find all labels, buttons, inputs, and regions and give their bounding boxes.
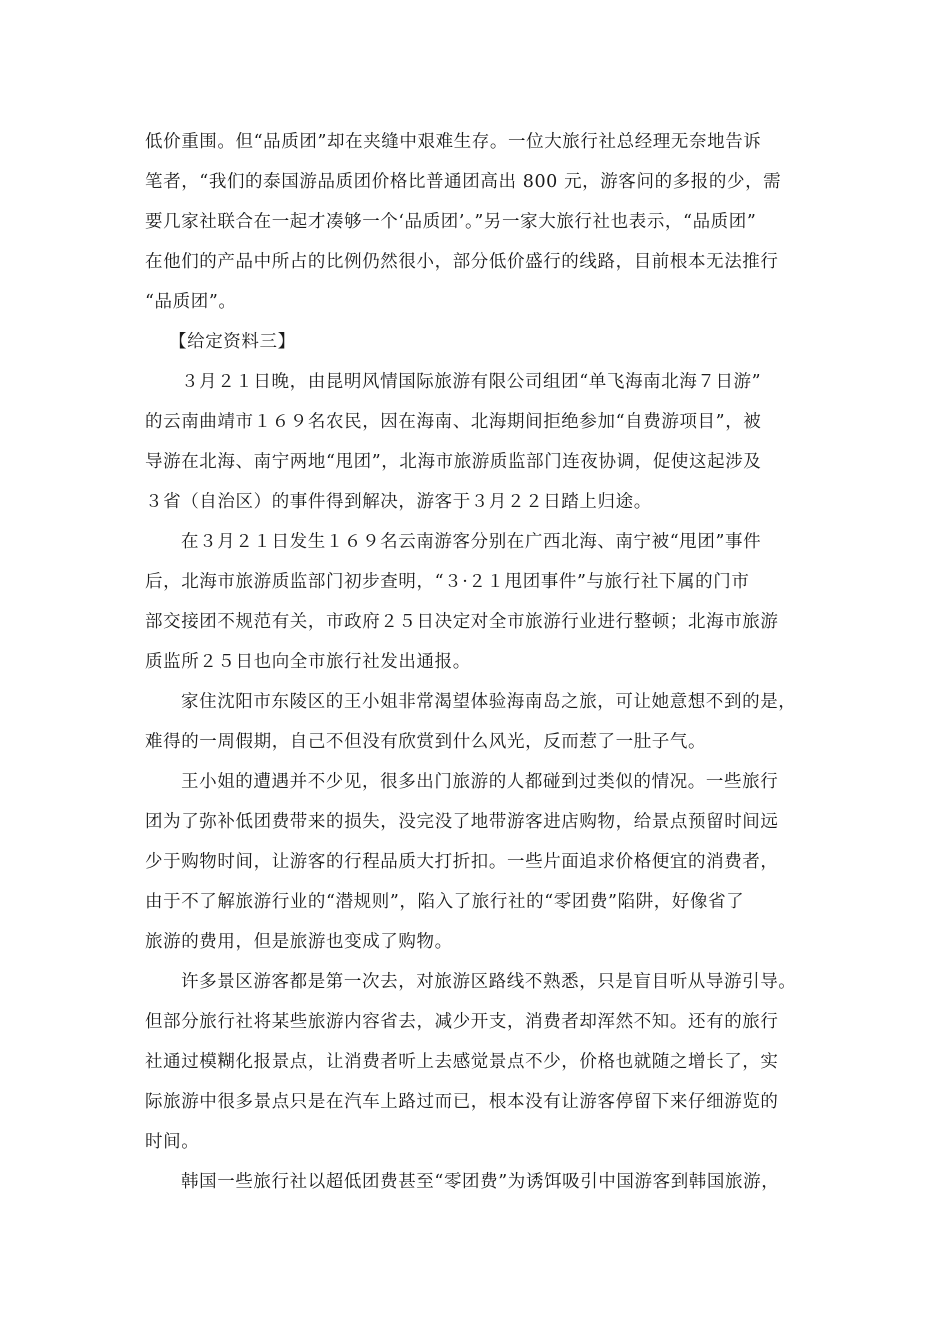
text-line: ３省（自治区）的事件得到解决，游客于３月２２日踏上归途。 — [145, 492, 652, 512]
text-line: ３月２１日晚，由昆明风情国际旅游有限公司组团“单飞海南北海７日游” — [181, 372, 762, 392]
paragraph-miss-wang — [145, 682, 817, 762]
text-line: 韩国一些旅行社以超低团费甚至“零团费”为诱饵吸引中国游客到韩国旅游， — [181, 1172, 780, 1192]
text-line: 家住沈阳市东陵区的王小姐非常渴望体验海南岛之旅，可让她意想不到的是， — [181, 692, 797, 712]
text-line: 的云南曲靖市１６９名农民，因在海南、北海期间拒绝参加“自费游项目”，被 — [145, 412, 762, 432]
text-line: 笔者，“我们的泰国游品质团价格比普通团高出 800 元，游客问的多报的少，需 — [145, 172, 782, 192]
text-line: 后，北海市旅游质监部门初步查明，“３·２１甩团事件”与旅行社下属的门市 — [145, 572, 750, 592]
text-line: “品质团”。 — [145, 292, 237, 312]
text-line: 但部分旅行社将某些旅游内容省去，减少开支，消费者却浑然不知。还有的旅行 — [145, 1012, 779, 1032]
text-line: 社通过模糊化报景点，让消费者听上去感觉景点不少，价格也就随之增长了，实 — [145, 1052, 779, 1072]
text-line: 低价重围。但“品质团”却在夹缝中艰难生存。一位大旅行社总经理无奈地告诉 — [145, 132, 762, 152]
text-line: 许多景区游客都是第一次去，对旅游区路线不熟悉，只是盲目听从导游引导。 — [181, 972, 797, 992]
text-line: 团为了弥补低团费带来的损失，没完没了地带游客进店购物，给景点预留时间远 — [145, 812, 779, 832]
paragraph-korea-tours — [145, 1162, 817, 1202]
paragraph-quality-tour — [145, 122, 817, 322]
text-line: 由于不了解旅游行业的“潜规则”，陷入了旅行社的“零团费”陷阱，好像省了 — [145, 892, 745, 912]
document-page — [145, 122, 817, 1202]
paragraph-scenic-spots — [145, 962, 817, 1162]
text-line: 旅游的费用，但是旅游也变成了购物。 — [145, 932, 453, 952]
text-line: 质监所２５日也向全市旅行社发出通报。 — [145, 652, 471, 672]
paragraph-yunnan-farmers — [145, 362, 817, 522]
text-line: 少于购物时间，让游客的行程品质大打折扣。一些片面追求价格便宜的消费者， — [145, 852, 779, 872]
paragraph-beihai-investigation — [145, 522, 817, 682]
text-line: 王小姐的遭遇并不少见，很多出门旅游的人都碰到过类似的情况。一些旅行 — [181, 772, 779, 792]
text-line: 难得的一周假期，自己不但没有欣赏到什么风光，反而惹了一肚子气。 — [145, 732, 707, 752]
section-heading — [145, 322, 817, 362]
paragraph-shopping-tours — [145, 762, 817, 962]
text-line: 际旅游中很多景点只是在汽车上路过而已，根本没有让游客停留下来仔细游览的 — [145, 1092, 779, 1112]
section-heading-text: 【给定资料三】 — [169, 332, 296, 352]
text-line: 时间。 — [145, 1132, 200, 1152]
text-line: 部交接团不规范有关，市政府２５日决定对全市旅游行业进行整顿；北海市旅游 — [145, 612, 779, 632]
text-line: 在他们的产品中所占的比例仍然很小，部分低价盛行的线路，目前根本无法推行 — [145, 252, 779, 272]
text-line: 要几家社联合在一起才凑够一个‘品质团’。”另一家大旅行社也表示，“品质团” — [145, 212, 757, 232]
text-line: 在３月２１日发生１６９名云南游客分别在广西北海、南宁被“甩团”事件 — [181, 532, 762, 552]
text-line: 导游在北海、南宁两地“甩团”，北海市旅游质监部门连夜协调，促使这起涉及 — [145, 452, 762, 472]
